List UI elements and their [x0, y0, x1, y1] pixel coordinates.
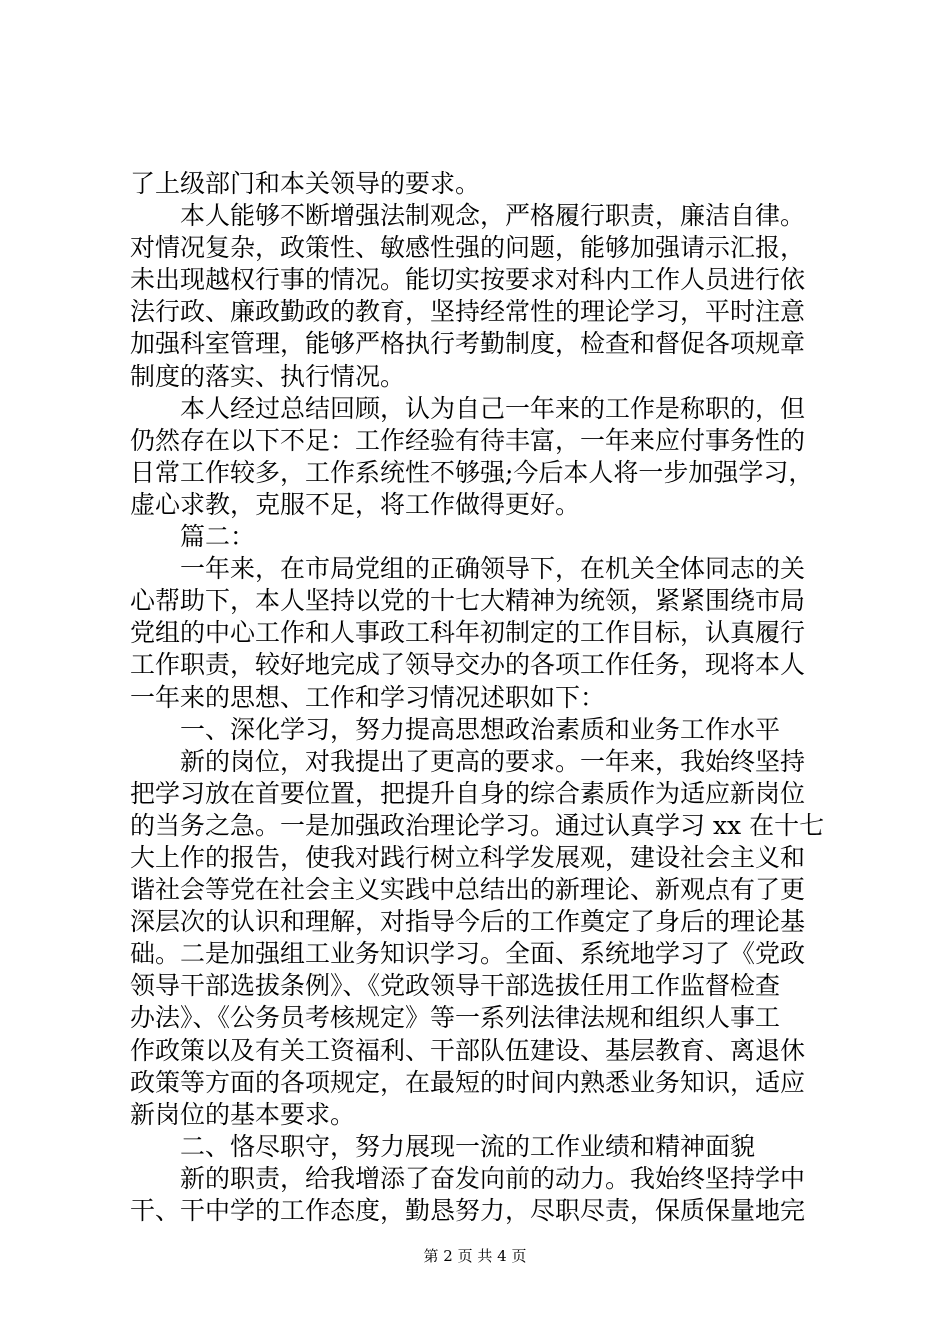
text-line: 了上级部门和本关领导的要求。 [130, 169, 481, 198]
text-line: 把学习放在首要位置，把提升自身的综合素质作为适应新岗位 [130, 778, 806, 808]
text-line: 大上作的报告，使我对践行树立科学发展观，建设社会主义和 [130, 842, 806, 872]
text-line: 新的职责，给我增添了奋发向前的动力。我始终坚持学中 [130, 1163, 806, 1193]
text-line: 本人能够不断增强法制观念，严格履行职责，廉洁自律。 [130, 201, 806, 231]
text-line: 工作职责，较好地完成了领导交办的各项工作任务，现将本人 [130, 650, 806, 680]
text-line: 一年来的思想、工作和学习情况述职如下： [130, 682, 606, 712]
text-line: 作政策以及有关工资福利、干部队伍建设、基层教育、离退休 [130, 1035, 806, 1065]
page-footer [0, 1245, 950, 1266]
text-line: 未出现越权行事的情况。能切实按要求对科内工作人员进行依 [130, 265, 806, 295]
section-heading: 篇二： [130, 522, 256, 552]
page-number: 第 2 页 共 4 页 [423, 1247, 527, 1265]
text-line: 深层次的认识和理解，对指导今后的工作奠定了身后的理论基 [130, 907, 806, 937]
document-body [130, 168, 830, 1227]
text-line: 制度的落实、执行情况。 [130, 361, 406, 391]
section-heading: 一、深化学习，努力提高思想政治素质和业务工作水平 [130, 714, 781, 744]
text-line: 领导干部选拔条例》、《党政领导干部选拔任用工作监督检查 [130, 971, 781, 1001]
text-line: 新岗位的基本要求。 [130, 1099, 356, 1129]
text-line: 干、干中学的工作态度，勤恳努力，尽职尽责，保质保量地完 [130, 1196, 806, 1225]
text-line: 的当务之急。一是加强政治理论学习。通过认真学习 xx 在十七 [130, 810, 825, 840]
text-line: 仍然存在以下不足：工作经验有待丰富，一年来应付事务性的 [130, 425, 806, 455]
text-line: 办法》、《公务员考核规定》等一系列法律法规和组织人事工 [130, 1003, 781, 1033]
text-line: 心帮助下，本人坚持以党的十七大精神为统领，紧紧围绕市局 [130, 586, 806, 616]
text-line: 对情况复杂，政策性、敏感性强的问题，能够加强请示汇报， [130, 233, 806, 263]
text-line: 法行政、廉政勤政的教育，坚持经常性的理论学习，平时注意 [130, 297, 806, 327]
text-line: 虚心求教，克服不足，将工作做得更好。 [130, 489, 581, 519]
text-line: 本人经过总结回顾，认为自己一年来的工作是称职的，但 [130, 393, 806, 423]
text-line: 党组的中心工作和人事政工科年初制定的工作目标，认真履行 [130, 618, 806, 648]
text-line: 础。二是加强组工业务知识学习。全面、系统地学习了《党政 [130, 939, 806, 969]
text-line: 政策等方面的各项规定，在最短的时间内熟悉业务知识，适应 [130, 1067, 806, 1097]
text-line: 新的岗位，对我提出了更高的要求。一年来，我始终坚持 [130, 746, 806, 776]
section-heading: 二、恪尽职守，努力展现一流的工作业绩和精神面貌 [130, 1131, 756, 1161]
text-line: 加强科室管理，能够严格执行考勤制度，检查和督促各项规章 [130, 329, 806, 359]
text-line: 日常工作较多，工作系统性不够强;今后本人将一步加强学习， [130, 457, 814, 487]
text-line: 一年来，在市局党组的正确领导下，在机关全体同志的关 [130, 554, 806, 584]
text-line: 谐社会等党在社会主义实践中总结出的新理论、新观点有了更 [130, 875, 806, 905]
